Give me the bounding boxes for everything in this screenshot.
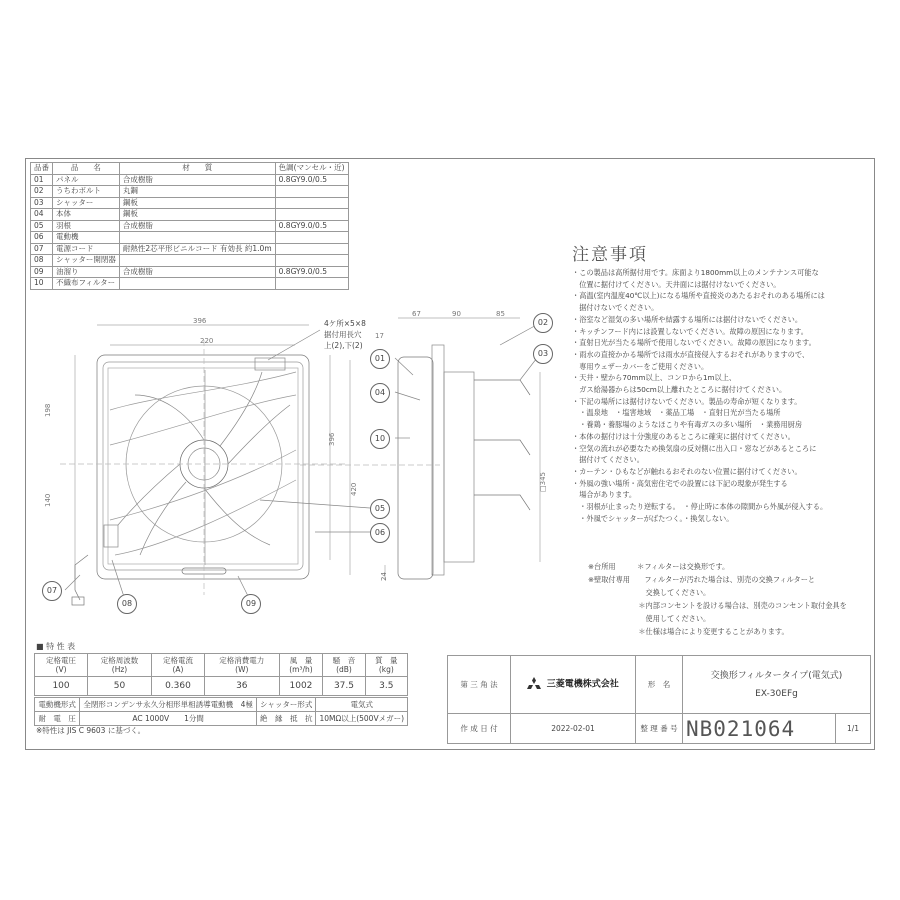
note-line: ・雨水の直接かかる場所では雨水が直接侵入するおそれがありますので、 [572, 349, 810, 359]
note-line: ・浴室など湿気の多い場所や結露する場所には据付けないでください。 [572, 314, 803, 324]
callout-04: 04 [370, 383, 390, 403]
motor-value: 全閉形コンデンサ永久分相形単相誘導電動機 4極 [80, 698, 257, 712]
callout-10: 10 [370, 429, 390, 449]
front-panel-outline [97, 355, 309, 579]
motor-label: 電動機形式 [35, 698, 80, 712]
spec-header-name: 定格電流 [162, 656, 193, 665]
note-extra-line: ※壁取付専用 フィルターが汚れた場合は、別売の交換フィルターと [588, 575, 816, 584]
company-cell [511, 656, 636, 714]
notes-extra [588, 560, 847, 638]
part-number: 04 [31, 209, 53, 221]
callout-05: 05 [370, 499, 390, 519]
number-label: 整 理 番 号 [636, 714, 683, 744]
note-line: 据付けないでください。 [572, 303, 659, 313]
spec-value: 3.5 [365, 677, 407, 696]
callout-03: 03 [533, 344, 553, 364]
callout-08: 08 [117, 594, 137, 614]
insulation-value: 10MΩ以上(500Vメガー) [316, 712, 408, 726]
dimension-label: 396 [328, 432, 336, 446]
note-extra-line: ＊内部コンセントを設ける場合は、別売のコンセント取付金具を [588, 601, 847, 610]
part-name: 電動機 [53, 232, 120, 244]
note-line: ・養鶏・養豚場のようなほこりや有毒ガスの多い場所 ・業務用厨房 [572, 420, 803, 430]
spec-value-row [35, 677, 408, 696]
part-material: 合成樹脂 [119, 174, 275, 186]
spec-header-name: 定格周波数 [100, 656, 139, 665]
spec-extra-table [34, 697, 408, 726]
spec-header-name: 風 量 [289, 656, 313, 665]
note-line: ・カーテン・ひもなどが触れるおそれのない位置に据付けてください。 [572, 466, 802, 476]
company-name: 三菱電機株式会社 [546, 679, 619, 690]
drawing-number: NB021064 [683, 714, 836, 744]
note-line: 場合があります。 [572, 490, 637, 500]
mount-note-line3: 上(2),下(2) [324, 341, 363, 350]
callout-09: 09 [241, 594, 261, 614]
spec-header-unit: (kg) [378, 665, 394, 674]
note-line: ・羽根が止まったり逆転する。 ・停止時に本体の隙間から外風が侵入する。 [572, 502, 828, 512]
callout-01: 01 [370, 349, 390, 369]
spec-header-unit: (V) [55, 665, 67, 674]
part-material: 鋼板 [119, 209, 275, 221]
dimension-label: 24 [380, 572, 388, 581]
note-extra-line: ＊仕様は場合により変更することがあります。 [588, 627, 789, 636]
part-color: 0.8GY9.0/0.5 [275, 220, 348, 232]
spec-header-name: 騒 音 [332, 656, 356, 665]
part-material: 丸鋼 [119, 186, 275, 198]
part-number: 06 [31, 232, 53, 244]
shutter-label: シャッター形式 [256, 698, 316, 712]
part-material: 鋼板 [119, 197, 275, 209]
note-extra-line: 交換してください。 [588, 588, 711, 597]
part-number: 01 [31, 174, 53, 186]
part-number: 10 [31, 278, 53, 290]
mount-note [324, 318, 366, 351]
title-block [447, 655, 871, 744]
parts-col-color: 色調(マンセル・近) [275, 163, 348, 175]
projection-label: 第 三 角 法 [448, 656, 511, 714]
part-name: 本体 [53, 209, 120, 221]
spec-table [34, 653, 408, 696]
parts-col-material: 材 質 [119, 163, 275, 175]
note-line: ・高温(室内温度40℃以上)になる場所や直接炎のあたるおそれのある場所には [572, 291, 825, 301]
dimension-label: 396 [193, 317, 207, 325]
spec-value: 0.360 [151, 677, 204, 696]
part-number: 09 [31, 266, 53, 278]
note-line: 専用ウェザーカバーをご使用ください。 [572, 361, 709, 371]
note-line: ・空気の流れが必要なため換気扇の反対側に出入口・窓などがあるところに [572, 443, 817, 453]
spec-header-unit: (m³/h) [289, 665, 313, 674]
part-color: 0.8GY9.0/0.5 [275, 266, 348, 278]
part-number: 03 [31, 197, 53, 209]
spec-header [35, 654, 88, 677]
shutter-value: 電気式 [316, 698, 408, 712]
spec-table-title: ■ 特 性 表 [36, 642, 76, 651]
dimension-label: □345 [539, 472, 547, 492]
spec-header-name: 定格消費電力 [219, 656, 265, 665]
part-number: 07 [31, 243, 53, 255]
dimension-label: 17 [375, 332, 384, 340]
mount-note-line1: 4ケ所×5×8 [324, 319, 366, 328]
dimension-label: 90 [452, 310, 461, 318]
spec-header-unit: (Hz) [111, 665, 128, 674]
dimension-label: 220 [200, 337, 214, 345]
note-line: ・この製品は高所据付用です。床面より1800mm以上のメンテナンス可能な [572, 268, 819, 277]
dimension-label: 140 [44, 493, 52, 507]
part-name: 羽根 [53, 220, 120, 232]
spec-header [323, 654, 365, 677]
part-name: うちわボルト [53, 186, 120, 198]
spec-header-name: 定格電圧 [46, 656, 77, 665]
note-line: ・直射日光が当たる場所で使用しないでください。故障の原因になります。 [572, 338, 816, 348]
spec-footnote: ※特性は JIS C 9603 に基づく。 [36, 726, 146, 735]
part-name: 油溜り [53, 266, 120, 278]
spec-header-row [35, 654, 408, 677]
page-number: 1/1 [836, 714, 871, 744]
part-number: 02 [31, 186, 53, 198]
withstand-value: AC 1000V 1分間 [80, 712, 257, 726]
part-number: 05 [31, 220, 53, 232]
part-name: パネル [53, 174, 120, 186]
spec-value: 1002 [279, 677, 323, 696]
part-name: 不織布フィルター [53, 278, 120, 290]
part-name: 電源コード [53, 243, 120, 255]
note-line: ・下記の場所には据付けないでください。製品の寿命が短くなります。 [572, 396, 802, 406]
parts-col-name: 品 名 [53, 163, 120, 175]
note-line: ガス給湯器からは50cm以上離れたところに据付けてください。 [572, 385, 787, 395]
model-number: EX-30EFg [755, 688, 798, 699]
dimension-label: 67 [412, 310, 421, 318]
parts-col-number: 品番 [31, 163, 53, 175]
part-material: 耐熱性2芯平形ビニルコード 有効長 約1.0m [119, 243, 275, 255]
note-line: ・外風の強い場所・高気密住宅での設置には下記の現象が発生する [572, 478, 788, 488]
callout-07: 07 [42, 581, 62, 601]
dimension-label: 198 [44, 403, 52, 417]
note-line: 据付けてください。 [572, 455, 644, 465]
part-name: シャッター開閉器 [53, 255, 120, 267]
spec-header [279, 654, 323, 677]
part-material: 合成樹脂 [119, 266, 275, 278]
spec-header [88, 654, 152, 677]
spec-value: 37.5 [323, 677, 365, 696]
part-color: 0.8GY9.0/0.5 [275, 174, 348, 186]
notes-body [572, 267, 827, 524]
spec-header [151, 654, 204, 677]
product-name: 交換形フィルタータイプ(電気式) [710, 670, 843, 681]
spec-value: 36 [205, 677, 280, 696]
insulation-label: 絶 縁 抵 抗 [256, 712, 316, 726]
spec-value: 100 [35, 677, 88, 696]
mount-note-line2: 据付用長穴 [324, 330, 362, 339]
product-cell [683, 656, 871, 714]
spec-header-name: 質 量 [375, 656, 398, 665]
side-body-outline [398, 357, 433, 579]
spec-header-unit: (A) [172, 665, 184, 674]
callout-02: 02 [533, 313, 553, 333]
note-extra-line: ※台所用 ＊フィルターは交換形です。 [588, 562, 730, 571]
spec-header [205, 654, 280, 677]
date-label: 作 成 日 付 [448, 714, 511, 744]
note-line: 位置に据付けてください。天井面には据付けないでください。 [572, 279, 781, 289]
callout-06: 06 [370, 523, 390, 543]
notes-title: 注意事項 [572, 245, 648, 265]
mitsubishi-logo-icon [527, 677, 541, 692]
form-label: 形 名 [636, 656, 683, 714]
dimension-label: 420 [350, 482, 358, 496]
spec-header [365, 654, 407, 677]
note-extra-line: 使用してください。 [588, 614, 711, 623]
date-value: 2022-02-01 [511, 714, 636, 744]
note-line: ・外風でシャッターがばたつく。・換気しない。 [572, 513, 734, 523]
note-line: ・温泉地 ・塩害地域 ・薬品工場 ・直射日光が当たる場所 [572, 408, 781, 418]
note-line: ・本体の据付けは十分強度のあるところに確実に据付けてください。 [572, 431, 795, 441]
note-line: ・天井・壁から70mm以上、コンロから1m以上、 [572, 373, 737, 383]
part-name: シャッター [53, 197, 120, 209]
part-material: 合成樹脂 [119, 220, 275, 232]
note-line: ・キッチンフード内には設置しないでください。故障の原因になります。 [572, 326, 808, 336]
part-number: 08 [31, 255, 53, 267]
spec-header-unit: (W) [235, 665, 249, 674]
dimension-label: 85 [496, 310, 505, 318]
spec-header-unit: (dB) [336, 665, 352, 674]
spec-value: 50 [88, 677, 152, 696]
withstand-label: 耐 電 圧 [35, 712, 80, 726]
